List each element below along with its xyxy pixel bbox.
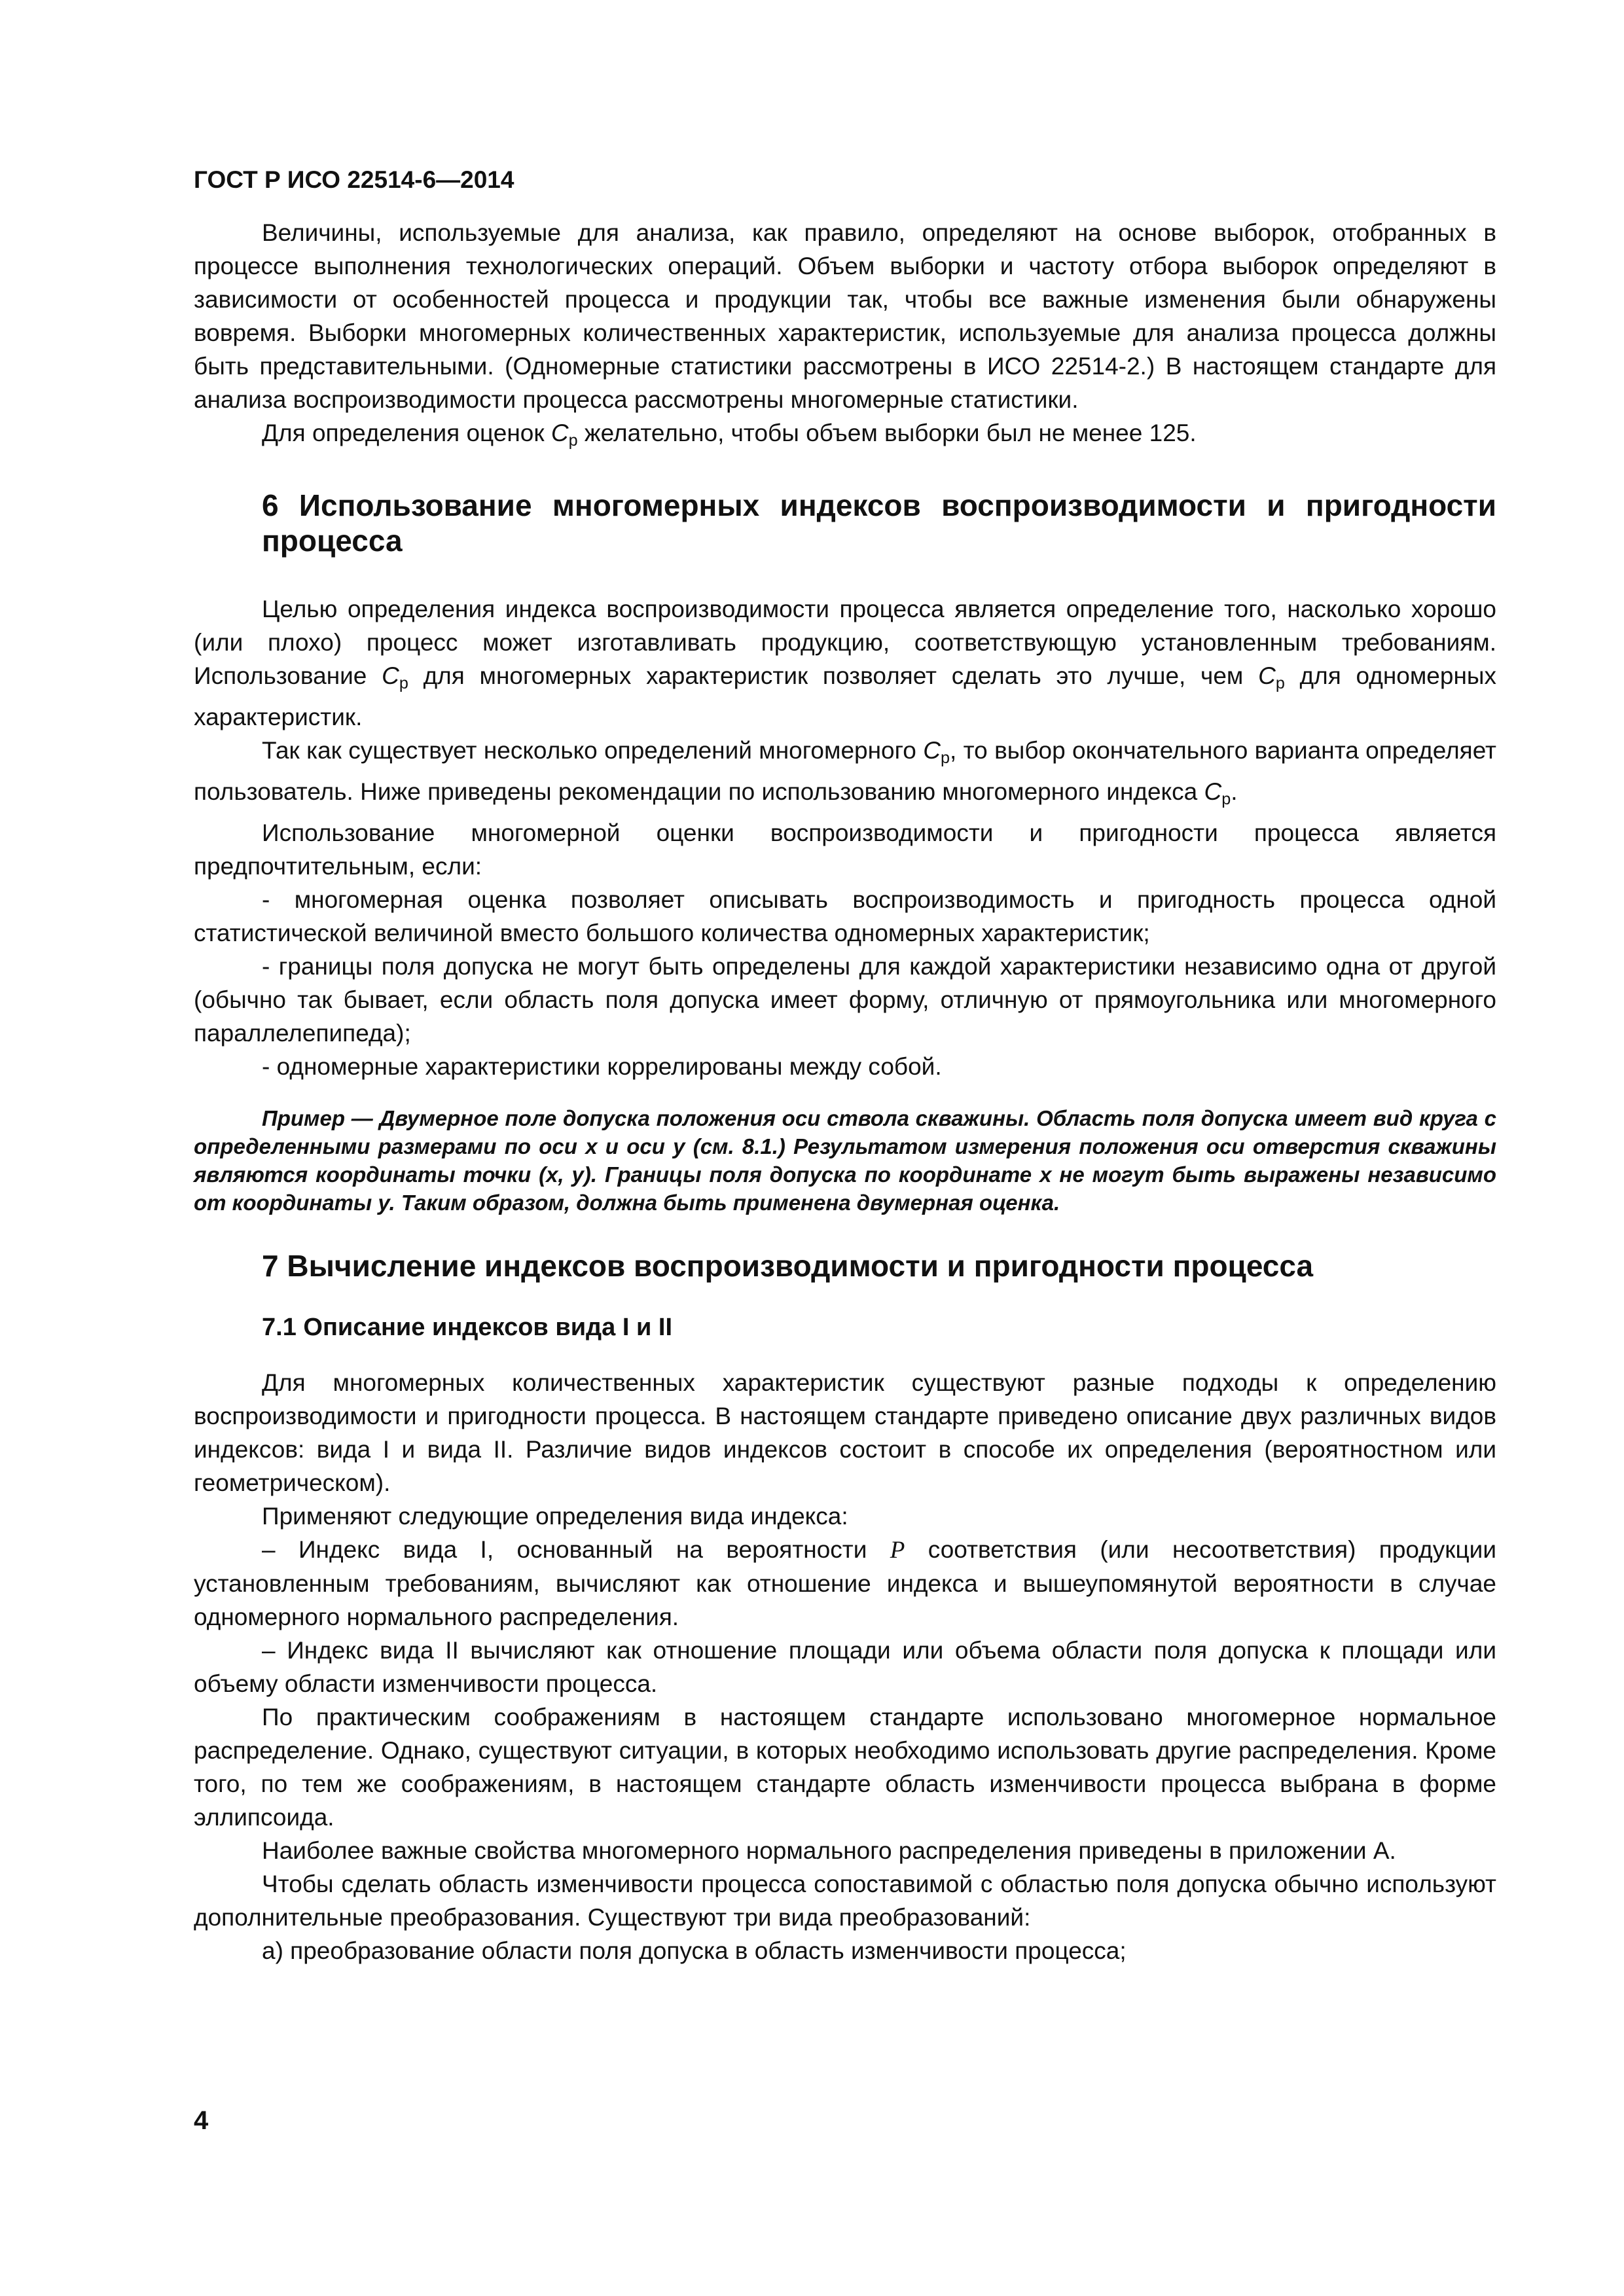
document-header: ГОСТ Р ИСО 22514-6—2014 (194, 166, 514, 193)
subsection-7-1-heading: 7.1 Описание индексов вида I и II (262, 1314, 673, 1342)
text-fragment: для одномерных характеристик. (194, 662, 1496, 731)
cp-subscript: p (1275, 674, 1285, 693)
section-6-heading: 6 Использование многомерных индексов воспроизводимости и пригодности процесса (262, 488, 1496, 558)
section-7-paragraph-7: Чтобы сделать область изменчивости процесса сопоставимой с областью поля допуска обычно используют дополнительные преобразования. Существуют три вида преобразований: (194, 1871, 1496, 1931)
cp-letter: C (1204, 778, 1222, 806)
section-7-paragraph-5: По практическим соображениям в настоящем стандарте использовано многомерное нормальное распределение. Однако, существуют ситуации, в которых необходимо использовать другие распределения. Кроме того, по тем же соображениям, в настоящем стандарте область изменчивости процесса выбрана в форме эллипсоида. (194, 1704, 1496, 1831)
text-fragment: – Индекс вида I, основанный на вероятности (262, 1536, 890, 1564)
cp-symbol (923, 737, 950, 768)
section-6-paragraph-2 (194, 734, 1496, 816)
text-fragment: Так как существует несколько определений многомерного (262, 737, 924, 764)
page-number: 4 (194, 2106, 209, 2135)
text-fragment: соответствия (или несоответствия) продукции установленным требованиям, вычисляют как отношение индекса и вышеупомянутой вероятности в случае одномерного нормального распределения. (194, 1536, 1496, 1631)
condition-list (194, 883, 1496, 1083)
section-7-paragraph-1: Для многомерных количественных характеристик существуют разные подходы к определению воспроизводимости и пригодности процесса. В настоящем стандарте приведено описание двух различных видов индексов: вида I и вида II. Различие видов индексов состоит в способе их определения (вероятностном или геометрическом). (194, 1369, 1496, 1497)
intro-paragraph-1: Величины, используемые для анализа, как правило, определяют на основе выборок, отобранных в процессе выполнения технологических операций. Объем выборки и частоту отбора выборок определяют в зависимости от особенностей процесса и продукции так, чтобы все важные изменения были обнаружены вовремя. Выборки многомерных количественных характеристик, используемые для анализа процесса должны быть представительными. (Одномерные статистики рассмотрены в ИСО 22514-2.) В настоящем стандарте для анализа воспроизводимости процесса рассмотрены многомерные статистики. (194, 219, 1496, 413)
text-fragment: для многомерных характеристик позволяет сделать это лучше, чем (408, 662, 1259, 690)
cp-letter: C (923, 737, 941, 764)
document-page (194, 164, 1496, 1967)
probability-symbol: P (890, 1537, 905, 1564)
section-7-paragraph-6: Наиболее важные свойства многомерного нормального распределения приведены в приложении А. (262, 1837, 1396, 1865)
text-fragment: , то выбор окончательного варианта определяет пользователь. Ниже приведены рекомендации по использованию многомерного индекса (194, 737, 1496, 806)
list-item: а) преобразование области поля допуска в область изменчивости процесса; (262, 1937, 1127, 1965)
text-fragment: Для определения оценок (262, 420, 551, 446)
cp-subscript: p (940, 749, 950, 768)
section-7-heading: 7 Вычисление индексов воспроизводимости и пригодности процесса (262, 1249, 1314, 1283)
list-item: - границы поля допуска не могут быть определены для каждой характеристики независимо одна от другой (обычно так бывает, если область поля допуска имеет форму, отличную от прямоугольника или многомерного параллелепипеда); (194, 953, 1496, 1047)
cp-letter: C (382, 662, 399, 690)
cp-symbol (1258, 662, 1285, 693)
text-fragment: Целью определения индекса воспроизводимости процесса является определение того, насколько хорошо (или плохо) процесс может изготавливать продукцию, соответствующую установленным требованиям. Использование (194, 596, 1496, 690)
list-item: - одномерные характеристики коррелированы между собой. (262, 1053, 942, 1081)
text-fragment: желательно, чтобы объем выборки был не менее 125. (577, 420, 1197, 446)
text-fragment: . (1231, 778, 1238, 806)
section-6-paragraph-3: Использование многомерной оценки воспроизводимости и пригодности процесса является предпочтительным, если: (194, 819, 1496, 880)
section-7-paragraph-4: – Индекс вида II вычисляют как отношение площади или объема области поля допуска к площади или объему области изменчивости процесса. (194, 1637, 1496, 1698)
intro-paragraph-2 (194, 416, 1496, 457)
cp-subscript: p (399, 674, 408, 693)
section-7-paragraph-2: Применяют следующие определения вида индекса: (262, 1503, 848, 1530)
cp-subscript: p (1221, 790, 1231, 809)
example-note: Пример — Двумерное поле допуска положения оси ствола скважины. Область поля допуска имеет вид круга с определенными размерами по оси x и оси y (см. 8.1.) Результатом измерения положения оси отверстия скважины являются координаты точки (x, y). Границы поля допуска по координате x не могут быть выражены независимо от координаты y. Таким образом, должна быть применена двумерная оценка. (194, 1106, 1496, 1215)
cp-letter: C (550, 420, 569, 446)
cp-symbol (382, 662, 408, 693)
cp-subscript: p (568, 431, 578, 450)
cp-letter: C (1258, 662, 1276, 690)
cp-symbol (550, 420, 578, 450)
section-7-paragraph-3 (194, 1533, 1496, 1634)
list-item: - многомерная оценка позволяет описывать воспроизводимость и пригодность процесса одной статистической величиной вместо большого количества одномерных характеристик; (194, 886, 1496, 947)
section-6-paragraph-1 (194, 592, 1496, 734)
cp-symbol (1204, 778, 1231, 809)
